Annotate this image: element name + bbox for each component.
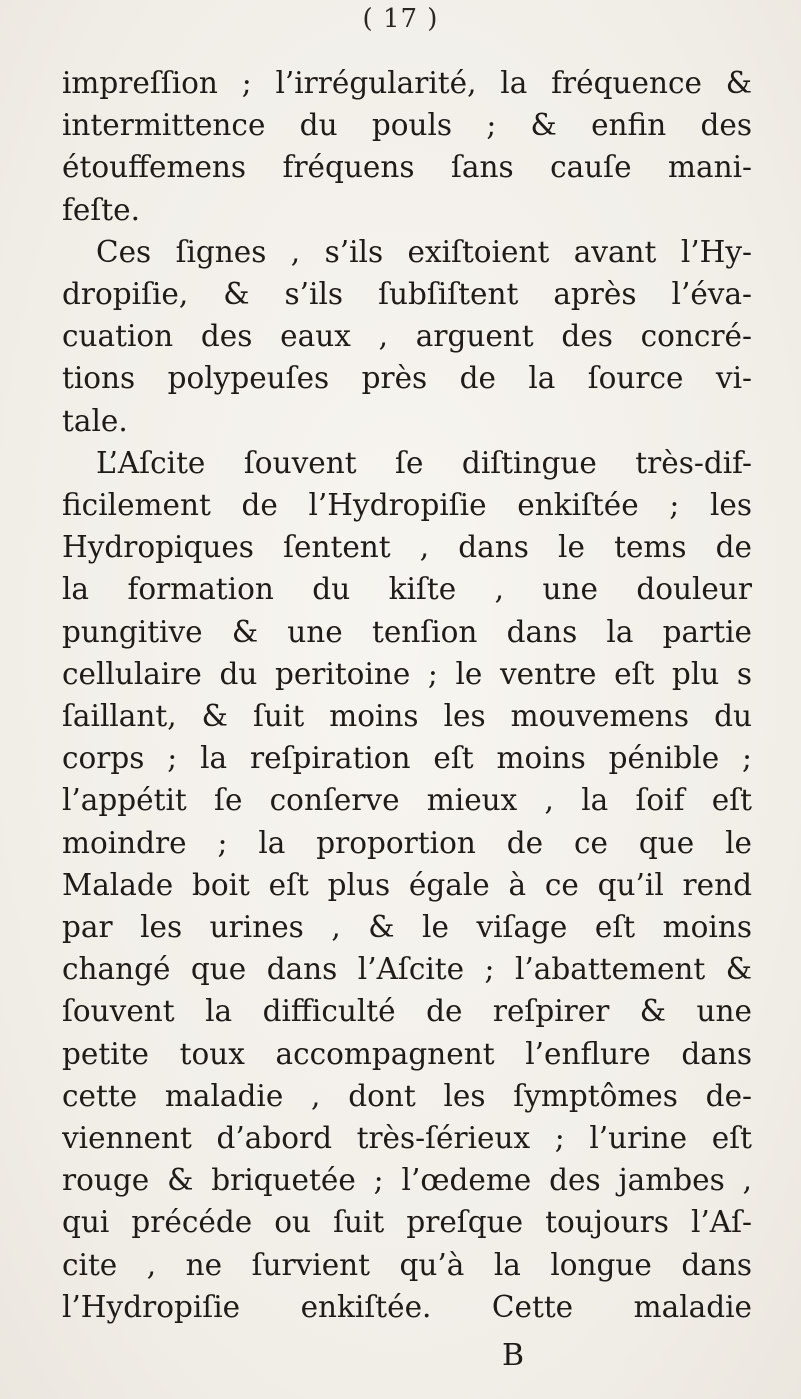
text-line: viennent d’abord très-ſérieux ; l’urine eſt	[62, 1121, 752, 1156]
text-line: petite toux accompagnent l’enflure dans	[62, 1036, 752, 1071]
text-line: la formation du kiſte , une douleur	[62, 572, 752, 607]
text-line: ficilement de l’Hydropiſie enkiſtée ; les	[62, 488, 752, 523]
text-line: tale.	[62, 403, 128, 438]
text-line: étouffemens fréquens ſans cauſe mani-	[62, 150, 752, 185]
text-line: impreſſion ; l’irrégularité, la fréquence &	[62, 66, 752, 100]
page-number-header: ( 17 )	[362, 4, 439, 34]
text-line: corps ; la reſpiration eſt moins pénible ;	[62, 741, 752, 776]
text-line: changé que dans l’Aſcite ; l’abattement &	[62, 952, 752, 987]
text-line: Ces ſignes , s’ils exiſtoient avant l’Hy-	[96, 234, 752, 269]
text-line: cellulaire du peritoine ; le ventre eſt plu s	[62, 656, 752, 691]
text-line: intermittence du pouls ; & enfin des	[62, 108, 752, 143]
text-line: ſouvent la difficulté de reſpirer & une	[62, 994, 752, 1029]
signature-mark: B	[502, 1338, 525, 1373]
text-line: ſaillant, & ſuit moins les mouvemens du	[62, 699, 752, 734]
body-text	[62, 62, 752, 1328]
text-line: par les urines , & le viſage eſt moins	[62, 910, 752, 945]
text-line: cette maladie , dont les ſymptômes de-	[62, 1078, 752, 1113]
text-line: l’appétit ſe conſerve mieux , la ſoif eſt	[62, 783, 752, 818]
text-line: qui précéde ou ſuit preſque toujours l’Aſ-	[62, 1205, 752, 1240]
text-line: tions polypeuſes près de la ſource vi-	[62, 361, 752, 396]
text-line: cuation des eaux , arguent des concré-	[62, 319, 752, 354]
text-line: l’Hydropiſie enkiſtée. Cette maladie	[62, 1289, 752, 1324]
text-line: moindre ; la proportion de ce que le	[62, 825, 752, 860]
text-line: pungitive & une tenſion dans la partie	[62, 614, 752, 649]
text-line: dropiſie, & s’ils ſubſiſtent après l’éva-	[62, 277, 752, 312]
text-line: rouge & briquetée ; l’œdeme des jambes ,	[62, 1163, 752, 1198]
text-line: L’Aſcite ſouvent ſe diſtingue très-dif-	[96, 445, 752, 480]
text-line: Malade boit eſt plus égale à ce qu’il rend	[62, 867, 752, 902]
text-line: feſte.	[62, 192, 140, 227]
text-line: Hydropiques ſentent , dans le tems de	[62, 530, 752, 565]
text-line: cite , ne ſurvient qu’à la longue dans	[62, 1247, 752, 1282]
